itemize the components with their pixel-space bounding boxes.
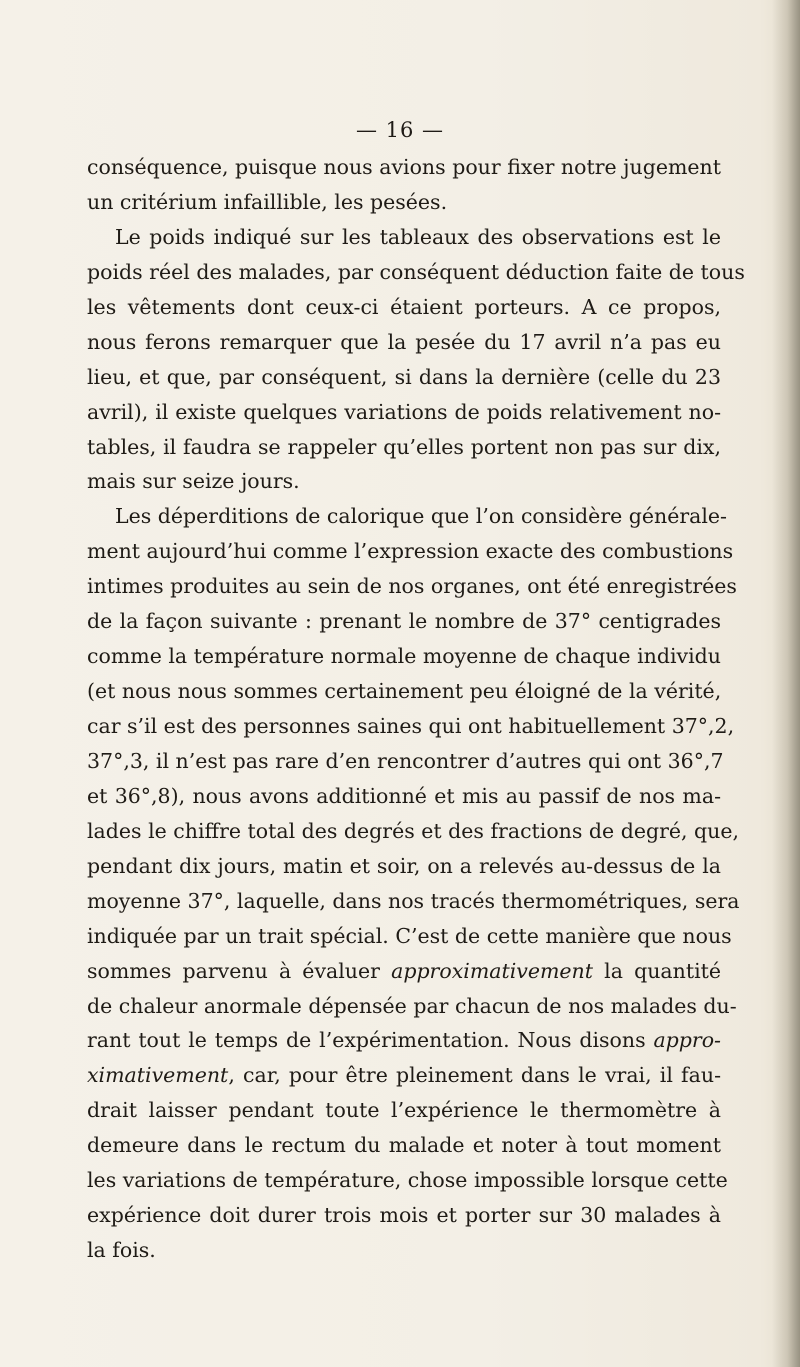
text-line: intimes produites au sein de nos organes, ont été enregistrées	[87, 574, 737, 599]
text-line: poids réel des malades, par conséquent déduction faite de tous	[87, 259, 745, 284]
text-line: moyenne 37°, laquelle, dans nos tracés thermométriques, sera	[87, 888, 740, 913]
text-line: Le poids indiqué sur les tableaux des observations est le	[115, 224, 721, 249]
text-line: sommes parvenu à évaluer approximativement la quantité	[87, 958, 721, 983]
text-line: indiquée par un trait spécial. C’est de cette manière que nous	[87, 923, 732, 948]
page-edge-shadow	[772, 0, 800, 1367]
text-line: tables, il faudra se rappeler qu’elles portent non pas sur dix,	[87, 434, 721, 459]
text-line: ment aujourd’hui comme l’expression exacte des combustions	[87, 539, 734, 564]
text-line: les variations de température, chose impossible lorsque cette	[87, 1168, 728, 1193]
text-line: (et nous nous sommes certainement peu éloigné de la vérité,	[87, 679, 722, 704]
text-line: conséquence, puisque nous avions pour fixer notre jugement	[87, 155, 721, 179]
text-line: avril), il existe quelques variations de poids relativement no-	[87, 399, 721, 424]
italic-word: approximativement	[391, 958, 594, 983]
body-text	[87, 150, 745, 1268]
text-line: car s’il est des personnes saines qui ont habituellement 37°,2,	[87, 714, 735, 738]
text-line: expérience doit durer trois mois et porter sur 30 malades à	[87, 1203, 721, 1228]
text-line: ximativement, car, pour être pleinement dans le vrai, il fau-	[87, 1063, 721, 1088]
text-line: demeure dans le rectum du malade et noter à tout moment	[87, 1133, 721, 1158]
italic-word: ximativement	[87, 1063, 229, 1088]
text-line: lieu, et que, par conséquent, si dans la dernière (celle du 23	[87, 364, 721, 389]
text-line: lades le chiffre total des degrés et des fractions de degré, que,	[87, 818, 740, 843]
text-line: les vêtements dont ceux-ci étaient porteurs. A ce propos,	[87, 294, 721, 319]
text-line: pendant dix jours, matin et soir, on a relevés au-dessus de la	[87, 853, 721, 878]
text-line: rant tout le temps de l’expérimentation. Nous disons appro-	[87, 1028, 721, 1053]
text-line: nous ferons remarquer que la pesée du 17 avril n’a pas eu	[87, 329, 721, 354]
text-line: Les déperditions de calorique que l’on considère générale-	[115, 504, 727, 529]
text-line: et 36°,8), nous avons additionné et mis au passif de nos ma-	[87, 783, 721, 808]
text-line: un critérium infaillible, les pesées.	[87, 189, 448, 214]
text-line: mais sur seize jours.	[87, 469, 300, 494]
text-line: 37°,3, il n’est pas rare d’en rencontrer d’autres qui ont 36°,7	[87, 748, 724, 773]
text-line: de chaleur anormale dépensée par chacun de nos malades du-	[87, 993, 737, 1018]
text-line: drait laisser pendant toute l’expérience le thermomètre à	[87, 1098, 721, 1123]
italic-word: appro-	[653, 1028, 721, 1053]
text-line: la fois.	[87, 1238, 156, 1263]
text-line: de la façon suivante : prenant le nombre de 37° centigrades	[87, 609, 721, 634]
text-line: comme la température normale moyenne de chaque individu	[87, 644, 721, 669]
page-number: — 16 —	[355, 118, 445, 142]
